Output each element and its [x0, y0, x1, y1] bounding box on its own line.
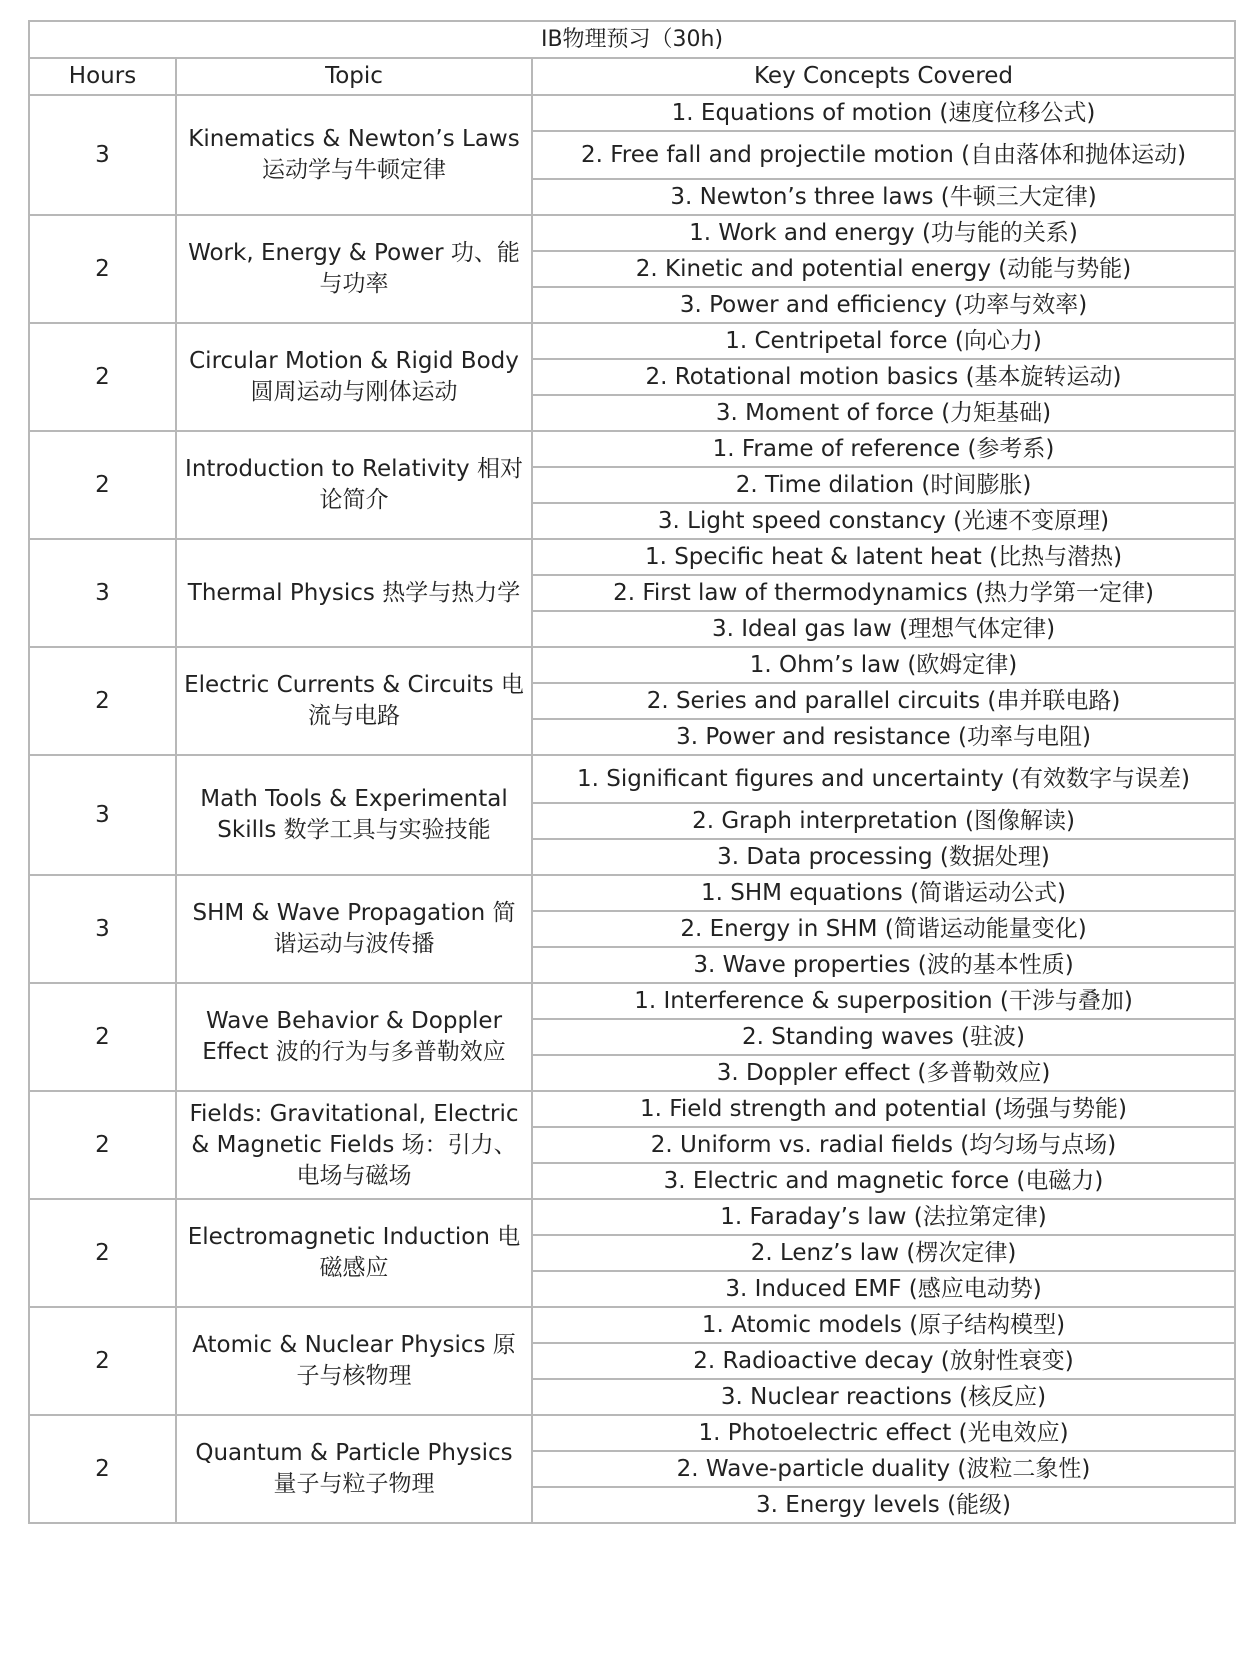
hours-cell: 3	[29, 755, 176, 875]
concept-cell: 3. Electric and magnetic force (电磁力)	[532, 1163, 1235, 1199]
table-row	[29, 647, 1235, 683]
table-title: IB物理预习（30h)	[29, 21, 1235, 58]
concept-cell: 2. Energy in SHM (简谐运动能量变化)	[532, 911, 1235, 947]
concept-cell: 1. Interference & superposition (干涉与叠加)	[532, 983, 1235, 1019]
concept-cell: 1. Centripetal force (向心力)	[532, 323, 1235, 359]
topic-cell: Quantum & Particle Physics 量子与粒子物理	[176, 1415, 532, 1523]
header-topic: Topic	[176, 58, 532, 95]
concept-cell: 2. Radioactive decay (放射性衰变)	[532, 1343, 1235, 1379]
concept-cell: 3. Newton’s three laws (牛顿三大定律)	[532, 179, 1235, 215]
concept-cell: 3. Nuclear reactions (核反应)	[532, 1379, 1235, 1415]
concept-cell: 2. Graph interpretation (图像解读)	[532, 803, 1235, 839]
concept-cell: 3. Wave properties (波的基本性质)	[532, 947, 1235, 983]
table-row	[29, 983, 1235, 1019]
concept-cell: 2. Free fall and projectile motion (自由落体和抛体运动)	[532, 131, 1235, 179]
concept-cell: 1. Equations of motion (速度位移公式)	[532, 95, 1235, 131]
concept-cell: 3. Moment of force (力矩基础)	[532, 395, 1235, 431]
table-row	[29, 539, 1235, 575]
concept-cell: 2. Lenz’s law (楞次定律)	[532, 1235, 1235, 1271]
concept-cell: 1. Atomic models (原子结构模型)	[532, 1307, 1235, 1343]
concept-cell: 2. First law of thermodynamics (热力学第一定律)	[532, 575, 1235, 611]
table-row	[29, 215, 1235, 251]
hours-cell: 3	[29, 539, 176, 647]
topic-cell: Introduction to Relativity 相对论简介	[176, 431, 532, 539]
topic-cell: SHM & Wave Propagation 简谐运动与波传播	[176, 875, 532, 983]
course-table	[28, 20, 1236, 1524]
hours-cell: 2	[29, 431, 176, 539]
topic-cell: Electromagnetic Induction 电磁感应	[176, 1199, 532, 1307]
topic-cell: Thermal Physics 热学与热力学	[176, 539, 532, 647]
concept-cell: 2. Series and parallel circuits (串并联电路)	[532, 683, 1235, 719]
hours-cell: 2	[29, 1415, 176, 1523]
concept-cell: 3. Doppler effect (多普勒效应)	[532, 1055, 1235, 1091]
concept-cell: 3. Data processing (数据处理)	[532, 839, 1235, 875]
header-hours: Hours	[29, 58, 176, 95]
table-body	[29, 95, 1235, 1523]
topic-cell: Fields: Gravitational, Electric & Magnetic Fields 场：引力、电场与磁场	[176, 1091, 532, 1199]
concept-cell: 1. Significant figures and uncertainty (有效数字与误差)	[532, 755, 1235, 803]
hours-cell: 2	[29, 983, 176, 1091]
hours-cell: 2	[29, 215, 176, 323]
concept-cell: 1. Photoelectric effect (光电效应)	[532, 1415, 1235, 1451]
table-row	[29, 95, 1235, 131]
concept-cell: 3. Power and resistance (功率与电阻)	[532, 719, 1235, 755]
concept-cell: 3. Power and efficiency (功率与效率)	[532, 287, 1235, 323]
hours-cell: 2	[29, 647, 176, 755]
hours-cell: 2	[29, 1091, 176, 1199]
hours-cell: 2	[29, 1199, 176, 1307]
hours-cell: 2	[29, 1307, 176, 1415]
table-row	[29, 1199, 1235, 1235]
concept-cell: 1. Work and energy (功与能的关系)	[532, 215, 1235, 251]
table-row	[29, 1091, 1235, 1127]
table-row	[29, 431, 1235, 467]
table-row	[29, 323, 1235, 359]
concept-cell: 3. Ideal gas law (理想气体定律)	[532, 611, 1235, 647]
table-row	[29, 875, 1235, 911]
hours-cell: 2	[29, 323, 176, 431]
table-row	[29, 755, 1235, 803]
concept-cell: 2. Kinetic and potential energy (动能与势能)	[532, 251, 1235, 287]
concept-cell: 3. Light speed constancy (光速不变原理)	[532, 503, 1235, 539]
header-key-concepts: Key Concepts Covered	[532, 58, 1235, 95]
table-title-row	[29, 21, 1235, 58]
concept-cell: 2. Uniform vs. radial fields (均匀场与点场)	[532, 1127, 1235, 1163]
table-header-row	[29, 58, 1235, 95]
concept-cell: 2. Standing waves (驻波)	[532, 1019, 1235, 1055]
concept-cell: 1. SHM equations (简谐运动公式)	[532, 875, 1235, 911]
concept-cell: 1. Ohm’s law (欧姆定律)	[532, 647, 1235, 683]
topic-cell: Work, Energy & Power 功、能与功率	[176, 215, 532, 323]
topic-cell: Kinematics & Newton’s Laws 运动学与牛顿定律	[176, 95, 532, 215]
topic-cell: Atomic & Nuclear Physics 原子与核物理	[176, 1307, 532, 1415]
table-row	[29, 1415, 1235, 1451]
concept-cell: 2. Time dilation (时间膨胀)	[532, 467, 1235, 503]
concept-cell: 3. Induced EMF (感应电动势)	[532, 1271, 1235, 1307]
table-row	[29, 1307, 1235, 1343]
concept-cell: 2. Wave-particle duality (波粒二象性)	[532, 1451, 1235, 1487]
topic-cell: Electric Currents & Circuits 电流与电路	[176, 647, 532, 755]
topic-cell: Circular Motion & Rigid Body 圆周运动与刚体运动	[176, 323, 532, 431]
concept-cell: 1. Frame of reference (参考系)	[532, 431, 1235, 467]
concept-cell: 1. Specific heat & latent heat (比热与潜热)	[532, 539, 1235, 575]
concept-cell: 1. Faraday’s law (法拉第定律)	[532, 1199, 1235, 1235]
hours-cell: 3	[29, 95, 176, 215]
concept-cell: 2. Rotational motion basics (基本旋转运动)	[532, 359, 1235, 395]
concept-cell: 3. Energy levels (能级)	[532, 1487, 1235, 1523]
topic-cell: Math Tools & Experimental Skills 数学工具与实验技能	[176, 755, 532, 875]
hours-cell: 3	[29, 875, 176, 983]
concept-cell: 1. Field strength and potential (场强与势能)	[532, 1091, 1235, 1127]
topic-cell: Wave Behavior & Doppler Effect 波的行为与多普勒效应	[176, 983, 532, 1091]
